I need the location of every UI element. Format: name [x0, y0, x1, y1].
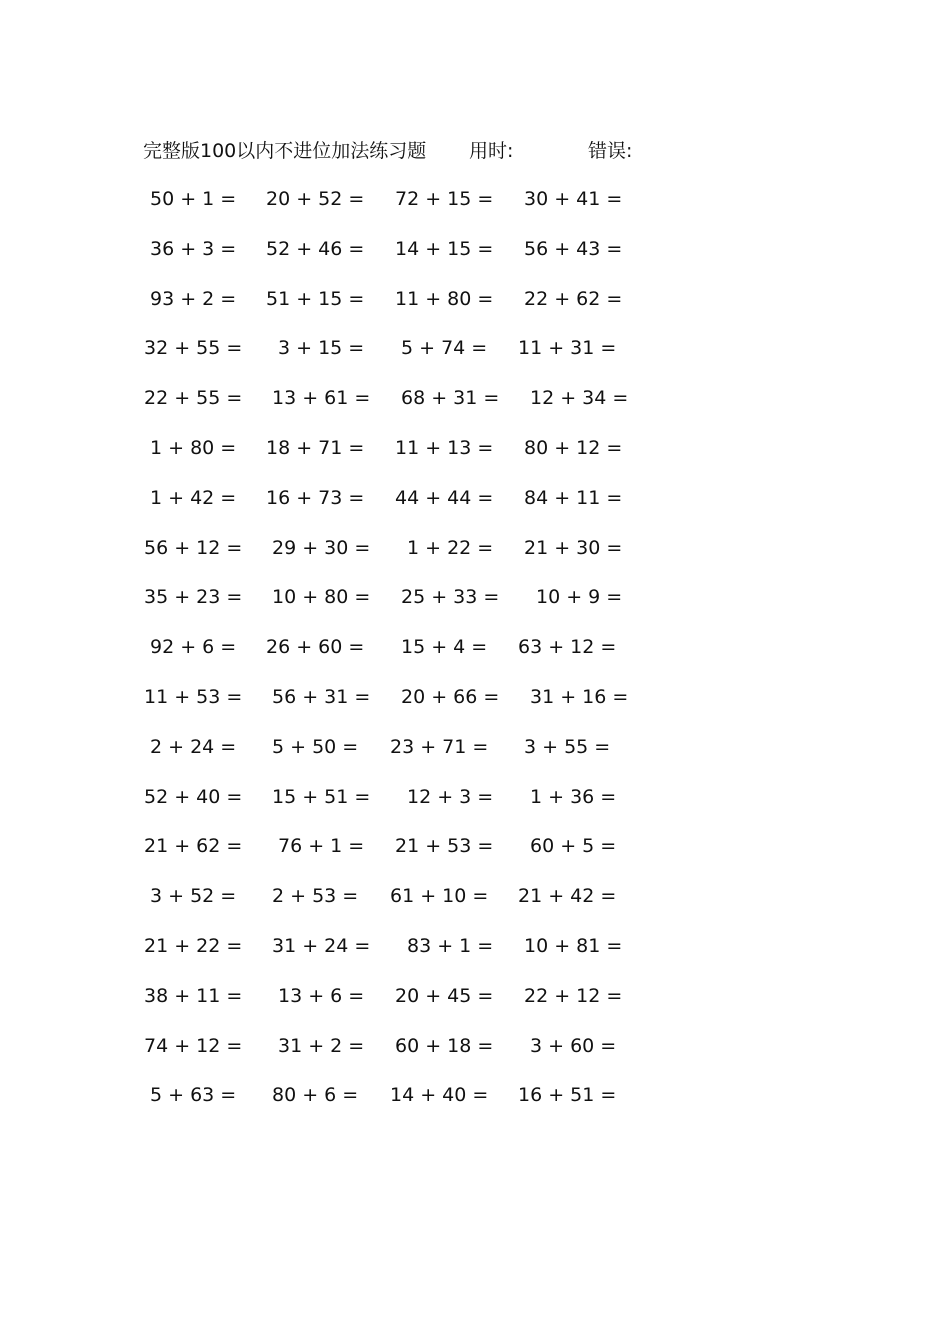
problem-row [0, 582, 950, 632]
time-label: 用时: [469, 140, 514, 162]
addition-problem: 61 + 10 = [390, 885, 489, 908]
addition-problem: 1 + 22 = [407, 536, 494, 559]
addition-problem: 31 + 24 = [272, 934, 371, 957]
addition-problem: 5 + 63 = [150, 1084, 237, 1107]
addition-problem: 10 + 9 = [536, 586, 623, 609]
addition-problem: 76 + 1 = [278, 835, 365, 858]
addition-problem: 3 + 55 = [524, 735, 611, 758]
addition-problem: 29 + 30 = [272, 536, 371, 559]
addition-problem: 56 + 12 = [144, 536, 243, 559]
addition-problem: 31 + 16 = [530, 685, 629, 708]
problem-row [0, 184, 950, 234]
problem-row [0, 931, 950, 981]
addition-problem: 26 + 60 = [266, 636, 365, 659]
addition-problem: 50 + 1 = [150, 188, 237, 210]
addition-problem: 10 + 80 = [272, 586, 371, 609]
addition-problem: 80 + 12 = [524, 436, 623, 459]
addition-problem: 84 + 11 = [524, 486, 623, 509]
addition-problem: 3 + 60 = [530, 1034, 617, 1057]
addition-problem: 68 + 31 = [401, 387, 500, 410]
problem-row [0, 1031, 950, 1081]
problem-grid [0, 184, 950, 1130]
addition-problem: 12 + 34 = [530, 387, 629, 410]
problem-row [0, 831, 950, 881]
problem-row [0, 881, 950, 931]
addition-problem: 74 + 12 = [144, 1034, 243, 1057]
addition-problem: 3 + 15 = [278, 337, 365, 360]
addition-problem: 10 + 81 = [524, 934, 623, 957]
addition-problem: 14 + 15 = [395, 237, 494, 260]
addition-problem: 21 + 30 = [524, 536, 623, 559]
addition-problem: 16 + 51 = [518, 1084, 617, 1107]
addition-problem: 1 + 36 = [530, 785, 617, 808]
addition-problem: 14 + 40 = [390, 1084, 489, 1107]
addition-problem: 11 + 53 = [144, 685, 243, 708]
addition-problem: 60 + 5 = [530, 835, 617, 858]
addition-problem: 12 + 3 = [407, 785, 494, 808]
worksheet-header [143, 136, 663, 166]
addition-problem: 93 + 2 = [150, 287, 237, 310]
addition-problem: 25 + 33 = [401, 586, 500, 609]
addition-problem: 22 + 12 = [524, 984, 623, 1007]
problem-row [0, 981, 950, 1031]
problem-row [0, 782, 950, 832]
addition-problem: 1 + 42 = [150, 486, 237, 509]
problem-row [0, 333, 950, 383]
addition-problem: 56 + 43 = [524, 237, 623, 260]
addition-problem: 13 + 6 = [278, 984, 365, 1007]
addition-problem: 51 + 15 = [266, 287, 365, 310]
addition-problem: 52 + 40 = [144, 785, 243, 808]
error-label: 错误: [588, 140, 633, 162]
problem-row [0, 284, 950, 334]
addition-problem: 15 + 51 = [272, 785, 371, 808]
addition-problem: 38 + 11 = [144, 984, 243, 1007]
addition-problem: 15 + 4 = [401, 636, 488, 659]
addition-problem: 22 + 62 = [524, 287, 623, 310]
addition-problem: 3 + 52 = [150, 885, 237, 908]
problem-row [0, 383, 950, 433]
addition-problem: 20 + 45 = [395, 984, 494, 1007]
problem-row [0, 234, 950, 284]
addition-problem: 22 + 55 = [144, 387, 243, 410]
addition-problem: 20 + 66 = [401, 685, 500, 708]
addition-problem: 52 + 46 = [266, 237, 365, 260]
addition-problem: 60 + 18 = [395, 1034, 494, 1057]
addition-problem: 21 + 53 = [395, 835, 494, 858]
addition-problem: 11 + 80 = [395, 287, 494, 310]
problem-row [0, 632, 950, 682]
addition-problem: 21 + 22 = [144, 934, 243, 957]
addition-problem: 11 + 13 = [395, 436, 494, 459]
addition-problem: 80 + 6 = [272, 1084, 359, 1107]
problem-row [0, 1080, 950, 1130]
addition-problem: 63 + 12 = [518, 636, 617, 659]
addition-problem: 11 + 31 = [518, 337, 617, 360]
addition-problem: 16 + 73 = [266, 486, 365, 509]
addition-problem: 5 + 74 = [401, 337, 488, 360]
addition-problem: 30 + 41 = [524, 188, 623, 210]
addition-problem: 44 + 44 = [395, 486, 494, 509]
addition-problem: 56 + 31 = [272, 685, 371, 708]
addition-problem: 20 + 52 = [266, 188, 365, 210]
worksheet-title: 完整版100以内不进位加法练习题 [143, 140, 427, 162]
addition-problem: 21 + 42 = [518, 885, 617, 908]
addition-problem: 2 + 24 = [150, 735, 237, 758]
addition-problem: 2 + 53 = [272, 885, 359, 908]
addition-problem: 72 + 15 = [395, 188, 494, 210]
addition-problem: 35 + 23 = [144, 586, 243, 609]
addition-problem: 1 + 80 = [150, 436, 237, 459]
problem-row [0, 483, 950, 533]
problem-row [0, 682, 950, 732]
addition-problem: 32 + 55 = [144, 337, 243, 360]
problem-row [0, 732, 950, 782]
addition-problem: 13 + 61 = [272, 387, 371, 410]
problem-row [0, 533, 950, 583]
addition-problem: 5 + 50 = [272, 735, 359, 758]
addition-problem: 92 + 6 = [150, 636, 237, 659]
addition-problem: 23 + 71 = [390, 735, 489, 758]
addition-problem: 21 + 62 = [144, 835, 243, 858]
addition-problem: 18 + 71 = [266, 436, 365, 459]
addition-problem: 36 + 3 = [150, 237, 237, 260]
addition-problem: 83 + 1 = [407, 934, 494, 957]
addition-problem: 31 + 2 = [278, 1034, 365, 1057]
problem-row [0, 433, 950, 483]
